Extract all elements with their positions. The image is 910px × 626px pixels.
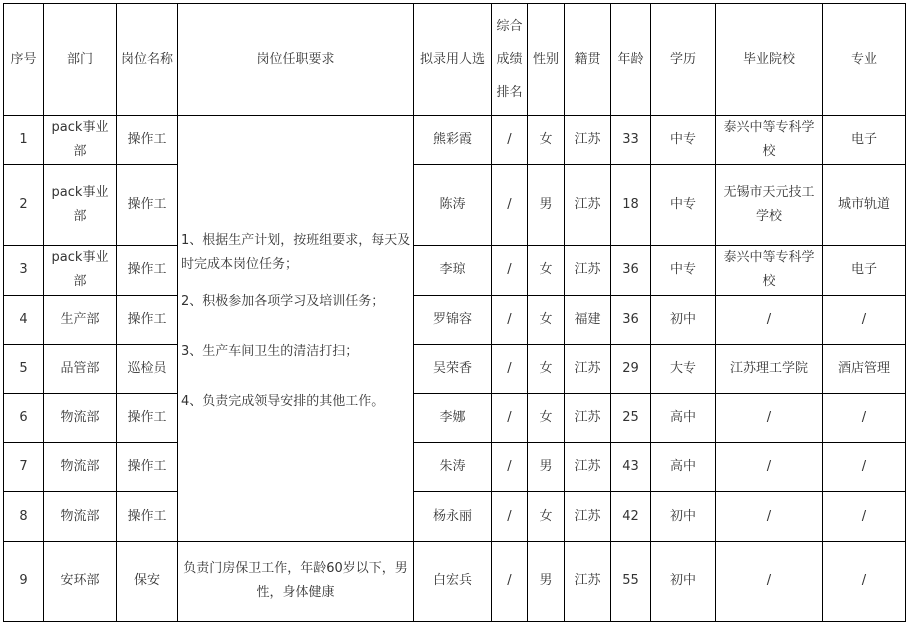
cell-rank: /	[492, 541, 528, 621]
cell-major: 城市轨道	[823, 165, 906, 245]
cell-dept: pack事业部	[44, 116, 117, 165]
cell-duties: 负责门房保卫工作，年龄60岁以下，男性，身体健康	[178, 541, 414, 621]
cell-gender: 女	[528, 344, 565, 393]
cell-rank: /	[492, 492, 528, 541]
cell-seq: 9	[4, 541, 44, 621]
cell-dept: 物流部	[44, 394, 117, 443]
cell-origin: 福建	[565, 295, 611, 344]
header-origin: 籍贯	[565, 4, 611, 116]
cell-gender: 女	[528, 492, 565, 541]
cell-gender: 男	[528, 443, 565, 492]
candidate-roster-table	[3, 3, 906, 622]
cell-seq: 6	[4, 394, 44, 443]
header-seq: 序号	[4, 4, 44, 116]
cell-education: 初中	[651, 295, 716, 344]
cell-education: 中专	[651, 116, 716, 165]
cell-seq: 8	[4, 492, 44, 541]
cell-seq: 3	[4, 245, 44, 295]
cell-gender: 男	[528, 165, 565, 245]
cell-major: /	[823, 492, 906, 541]
header-dept: 部门	[44, 4, 117, 116]
cell-age: 25	[611, 394, 651, 443]
cell-age: 42	[611, 492, 651, 541]
cell-position: 巡检员	[117, 344, 178, 393]
cell-dept: pack事业部	[44, 245, 117, 295]
header-candidate: 拟录用人选	[414, 4, 492, 116]
cell-candidate: 杨永丽	[414, 492, 492, 541]
table-row	[4, 295, 906, 344]
cell-rank: /	[492, 116, 528, 165]
duty-line-4: 4、负责完成领导安排的其他工作。	[181, 394, 385, 410]
cell-candidate: 李娜	[414, 394, 492, 443]
cell-major: /	[823, 443, 906, 492]
cell-position: 保安	[117, 541, 178, 621]
cell-position: 操作工	[117, 394, 178, 443]
cell-age: 43	[611, 443, 651, 492]
cell-school: /	[716, 295, 823, 344]
cell-candidate: 朱涛	[414, 443, 492, 492]
cell-origin: 江苏	[565, 443, 611, 492]
cell-rank: /	[492, 443, 528, 492]
cell-education: 初中	[651, 541, 716, 621]
cell-school: /	[716, 492, 823, 541]
table-row	[4, 443, 906, 492]
cell-school: 泰兴中等专科学校	[716, 116, 823, 165]
cell-rank: /	[492, 165, 528, 245]
cell-dept: pack事业部	[44, 165, 117, 245]
cell-candidate: 白宏兵	[414, 541, 492, 621]
header-gender: 性别	[528, 4, 565, 116]
shared-duties-cell	[178, 116, 414, 542]
cell-school: 无锡市天元技工学校	[716, 165, 823, 245]
cell-seq: 7	[4, 443, 44, 492]
cell-school: /	[716, 541, 823, 621]
cell-rank: /	[492, 344, 528, 393]
cell-age: 18	[611, 165, 651, 245]
cell-dept: 品管部	[44, 344, 117, 393]
cell-dept: 安环部	[44, 541, 117, 621]
cell-rank: /	[492, 245, 528, 295]
cell-school: 泰兴中等专科学校	[716, 245, 823, 295]
table-row	[4, 165, 906, 245]
cell-origin: 江苏	[565, 344, 611, 393]
cell-major: /	[823, 295, 906, 344]
cell-education: 初中	[651, 492, 716, 541]
cell-school: /	[716, 394, 823, 443]
cell-seq: 4	[4, 295, 44, 344]
cell-origin: 江苏	[565, 116, 611, 165]
cell-candidate: 陈涛	[414, 165, 492, 245]
header-row	[4, 4, 906, 116]
header-major: 专业	[823, 4, 906, 116]
cell-origin: 江苏	[565, 165, 611, 245]
cell-gender: 女	[528, 295, 565, 344]
cell-origin: 江苏	[565, 245, 611, 295]
table-row	[4, 116, 906, 165]
cell-age: 36	[611, 295, 651, 344]
cell-candidate: 罗锦容	[414, 295, 492, 344]
header-position: 岗位名称	[117, 4, 178, 116]
cell-dept: 物流部	[44, 492, 117, 541]
cell-major: 电子	[823, 116, 906, 165]
table-row	[4, 344, 906, 393]
cell-origin: 江苏	[565, 492, 611, 541]
cell-position: 操作工	[117, 443, 178, 492]
cell-age: 33	[611, 116, 651, 165]
cell-candidate: 李琼	[414, 245, 492, 295]
cell-seq: 2	[4, 165, 44, 245]
cell-gender: 女	[528, 116, 565, 165]
cell-candidate: 吴荣香	[414, 344, 492, 393]
cell-major: /	[823, 541, 906, 621]
cell-rank: /	[492, 394, 528, 443]
cell-major: /	[823, 394, 906, 443]
cell-major: 酒店管理	[823, 344, 906, 393]
cell-age: 29	[611, 344, 651, 393]
header-education: 学历	[651, 4, 716, 116]
cell-origin: 江苏	[565, 541, 611, 621]
cell-position: 操作工	[117, 492, 178, 541]
table-row	[4, 541, 906, 621]
table-row	[4, 394, 906, 443]
cell-candidate: 熊彩霞	[414, 116, 492, 165]
table-row	[4, 492, 906, 541]
header-age: 年龄	[611, 4, 651, 116]
header-school: 毕业院校	[716, 4, 823, 116]
cell-seq: 5	[4, 344, 44, 393]
cell-age: 55	[611, 541, 651, 621]
cell-education: 高中	[651, 443, 716, 492]
cell-gender: 女	[528, 394, 565, 443]
cell-position: 操作工	[117, 165, 178, 245]
cell-education: 大专	[651, 344, 716, 393]
cell-school: 江苏理工学院	[716, 344, 823, 393]
cell-position: 操作工	[117, 295, 178, 344]
duty-line-2: 2、积极参加各项学习及培训任务；	[181, 294, 385, 310]
cell-rank: /	[492, 295, 528, 344]
cell-gender: 女	[528, 245, 565, 295]
header-rank: 综合成绩排名	[492, 4, 528, 116]
cell-seq: 1	[4, 116, 44, 165]
cell-school: /	[716, 443, 823, 492]
cell-major: 电子	[823, 245, 906, 295]
cell-origin: 江苏	[565, 394, 611, 443]
cell-education: 中专	[651, 245, 716, 295]
duty-line-3: 3、生产车间卫生的清洁打扫；	[181, 344, 359, 360]
cell-position: 操作工	[117, 116, 178, 165]
cell-age: 36	[611, 245, 651, 295]
cell-education: 中专	[651, 165, 716, 245]
cell-dept: 生产部	[44, 295, 117, 344]
cell-position: 操作工	[117, 245, 178, 295]
duty-line-1: 1、根据生产计划，按班组要求，每天及时完成本岗位任务；	[181, 233, 411, 273]
cell-gender: 男	[528, 541, 565, 621]
cell-dept: 物流部	[44, 443, 117, 492]
cell-education: 高中	[651, 394, 716, 443]
header-duties: 岗位任职要求	[178, 4, 414, 116]
table-row	[4, 245, 906, 295]
